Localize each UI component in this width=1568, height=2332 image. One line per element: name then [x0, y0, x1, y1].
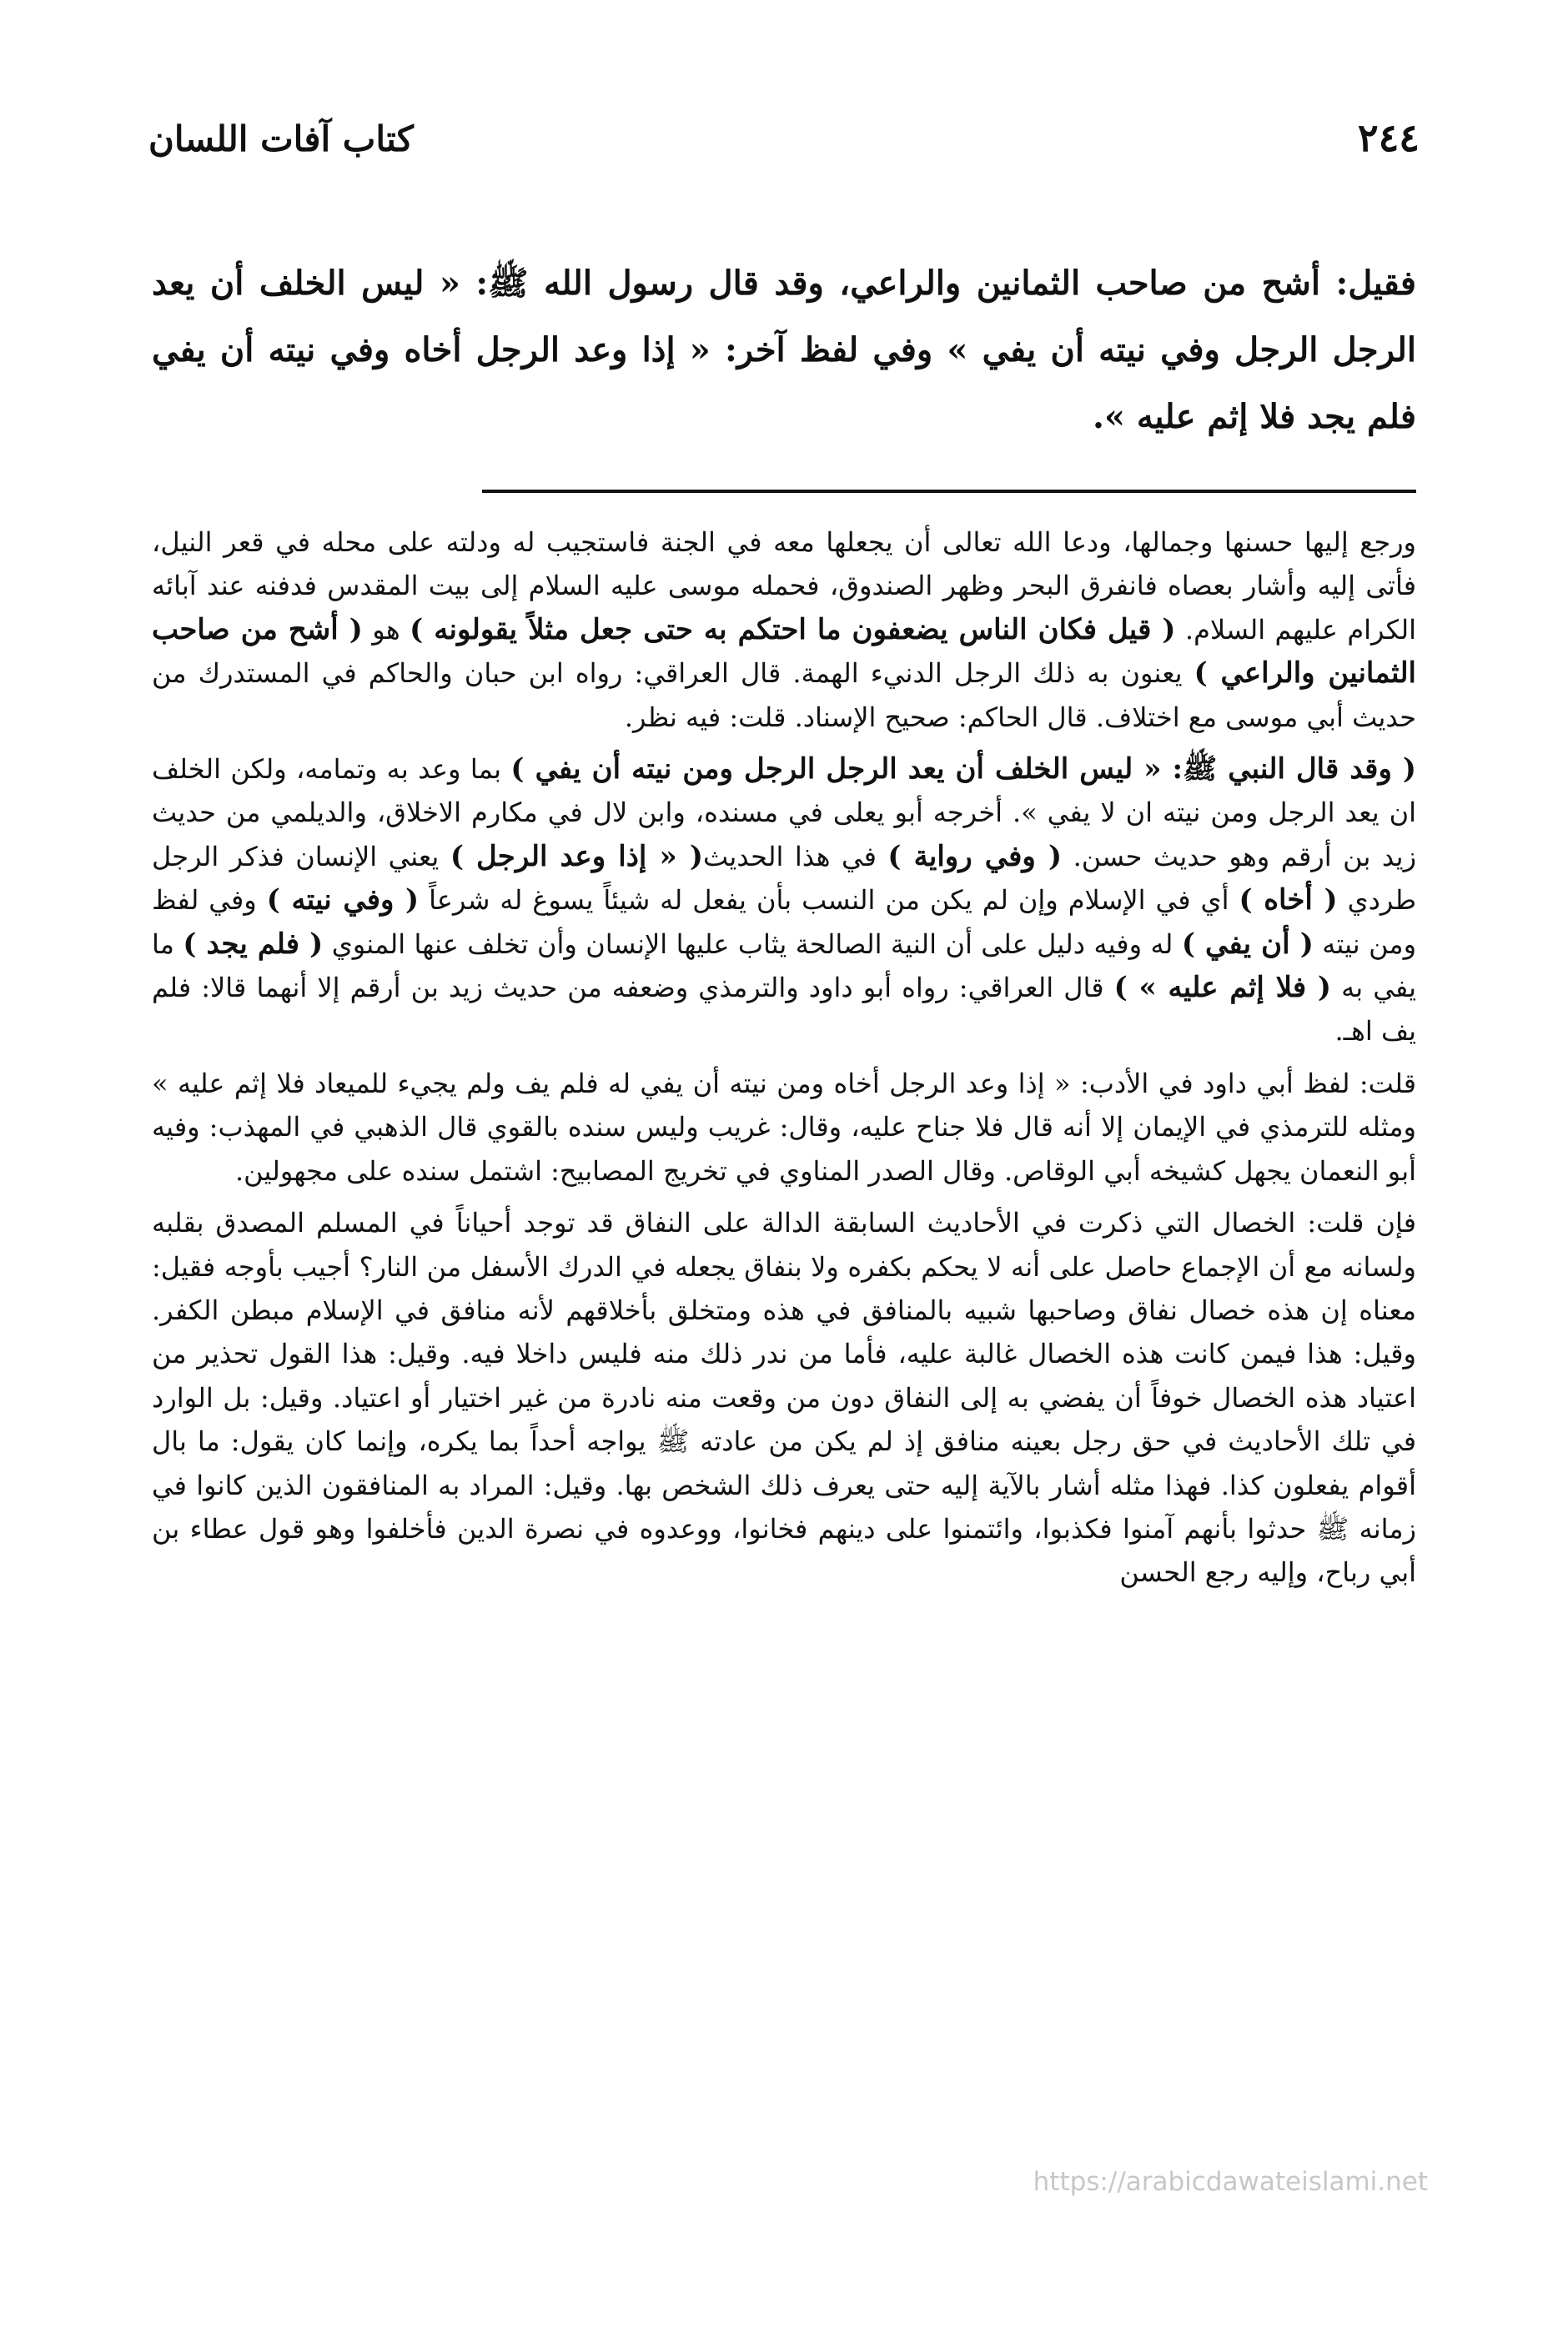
quoted-main-text: ( أشح من صاحب الثمانين والراعي )	[152, 612, 1417, 691]
commentary-text: يعنون به ذلك الرجل الدنيء الهمة. قال العراقي: رواه ابن حبان والحاكم في المستدرك من حديث أبي موسى مع اختلاف. قال الحاكم: صحيح الإسناد. قلت: فيه نظر.	[152, 657, 1416, 733]
quoted-main-text: ( فلم يجد )	[183, 927, 324, 961]
main-text-paragraph: فقيل: أشح من صاحب الثمانين والراعي، وقد قال رسول الله ﷺ: « ليس الخلف أن يعد الرجل الرجل وفي نيته أن يفي » وفي لفظ آخر: « إذا وعد الرجل أخاه وفي نيته أن يفي فلم يجد فلا إثم عليه ».	[152, 264, 1416, 436]
section-divider	[482, 490, 1416, 493]
page-number: ٢٤٤	[1357, 115, 1420, 160]
quoted-main-text: ( فلا إثم عليه » )	[1113, 971, 1331, 1005]
page-header	[148, 115, 1420, 173]
quoted-main-text: ( أن يفي )	[1181, 927, 1314, 961]
commentary-paragraph-1	[152, 520, 1416, 739]
quoted-main-text: ( وقد قال النبي ﷺ: « ليس الخلف أن يعد الرجل الرجل ومن نيته أن يفي )	[510, 752, 1417, 787]
quoted-main-text: ( وفي رواية )	[887, 839, 1063, 873]
commentary-text: قال العراقي: رواه أبو داود والترمذي وضعفه من حديث زيد بن أرقم إلا أنهما قالا: فلم يف اهـ.	[152, 972, 1416, 1048]
commentary-text: له وفيه دليل على أن النية الصالحة يثاب عليها الإنسان وأن تخلف عنها المنوي	[331, 927, 1173, 960]
commentary-text: أي في الإسلام وإن لم يكن من النسب بأن يفعل له شيئاً يسوغ له شرعاً	[429, 884, 1229, 917]
main-text	[152, 250, 1416, 450]
quoted-main-text: ( قيل فكان الناس يضعفون ما احتكم به حتى جعل مثلاً يقولونه )	[410, 612, 1176, 646]
quoted-main-text: ( أخاه )	[1239, 883, 1338, 917]
commentary-text: وفي لفظ ومن نيته	[152, 884, 1417, 960]
commentary-text: يعني الإنسان فذكر الرجل طردي	[152, 840, 1417, 917]
commentary-paragraph-3: قلت: لفظ أبي داود في الأدب: « إذا وعد الرجل أخاه ومن نيته أن يفي له فلم يف ولم يجيء للميعاد فلا إثم عليه » ومثله للترمذي في الإيمان إلا أنه قال فلا جناح عليه، وقال: غريب وليس سنده بالقوي قال الذهبي في المهذب: وفيه أبو النعمان يجهل كشيخه أبي الوقاص. وقال الصدر المناوي في تخريج المصابيح: اشتمل سنده على مجهولين.	[152, 1067, 1417, 1187]
commentary-paragraph-2	[152, 747, 1416, 1053]
commentary	[152, 520, 1416, 1595]
commentary-text: هو	[372, 613, 400, 646]
commentary-text: ما يفي به	[152, 927, 1417, 1004]
watermark-url: https://arabicdawateislami.net	[1033, 2167, 1428, 2197]
quoted-main-text: ( وفي نيته )	[266, 883, 420, 917]
commentary-text: ورجع إليها حسنها وجمالها، ودعا الله تعالى أن يجعلها معه في الجنة فاستجيب له ودلته على محله في قعر النيل، فأتى إليه وأشار بعصاه فانفرق البحر وظهر الصندوق، فحمله موسى عليه السلام إلى بيت المقدس فدفنه عند آبائه الكرام عليهم السلام.	[152, 526, 1417, 646]
commentary-text: بما وعد به وتمامه، ولكن الخلف ان يعد الرجل ومن نيته ان لا يفي ». أخرجه أبو يعلى في مسنده، وابن لال في مكارم الاخلاق، والديلمي من حديث زيد بن أرقم وهو حديث حسن.	[152, 753, 1417, 872]
quoted-main-text: ( « إذا وعد الرجل )	[450, 839, 703, 873]
commentary-text: في هذا الحديث	[702, 840, 877, 872]
commentary-paragraph-4: فإن قلت: الخصال التي ذكرت في الأحاديث السابقة الدالة على النفاق قد توجد أحياناً في المسلم المصدق بقلبه ولسانه مع أن الإجماع حاصل على أنه لا يحكم بكفره ولا بنفاق يجعله في الدرك الأسفل من النار؟ أجيب بأوجه فقيل: معناه إن هذه خصال نفاق وصاحبها شبيه بالمنافق في هذه ومتخلق بأخلاقهم لأنه منافق في الإسلام مبطن الكفر. وقيل: هذا فيمن كانت هذه الخصال غالبة عليه، فأما من ندر ذلك منه فليس داخلا فيه. وقيل: هذا القول تحذير من اعتياد هذه الخصال خوفاً أن يفضي به إلى النفاق دون من وقعت منه نادرة من غير اختيار أو اعتياد. وقيل: بل الوارد في تلك الأحاديث في حق رجل بعينه منافق إذ لم يكن من عادته ﷺ يواجه أحداً بما يكره، وإنما كان يقول: ما بال أقوام يفعلون كذا. فهذا مثله أشار بالآية إليه حتى يعرف ذلك الشخص بها. وقيل: المراد به المنافقون الذين كانوا في زمانه ﷺ حدثوا بأنهم آمنوا فكذبوا، وائتمنوا على دينهم فخانوا، ووعدوه في نصرة الدين فأخلفوا وهو قول عطاء بن أبي رباح، وإليه رجع الحسن	[152, 1207, 1417, 1589]
running-title: كتاب آفات اللسان	[148, 118, 414, 159]
